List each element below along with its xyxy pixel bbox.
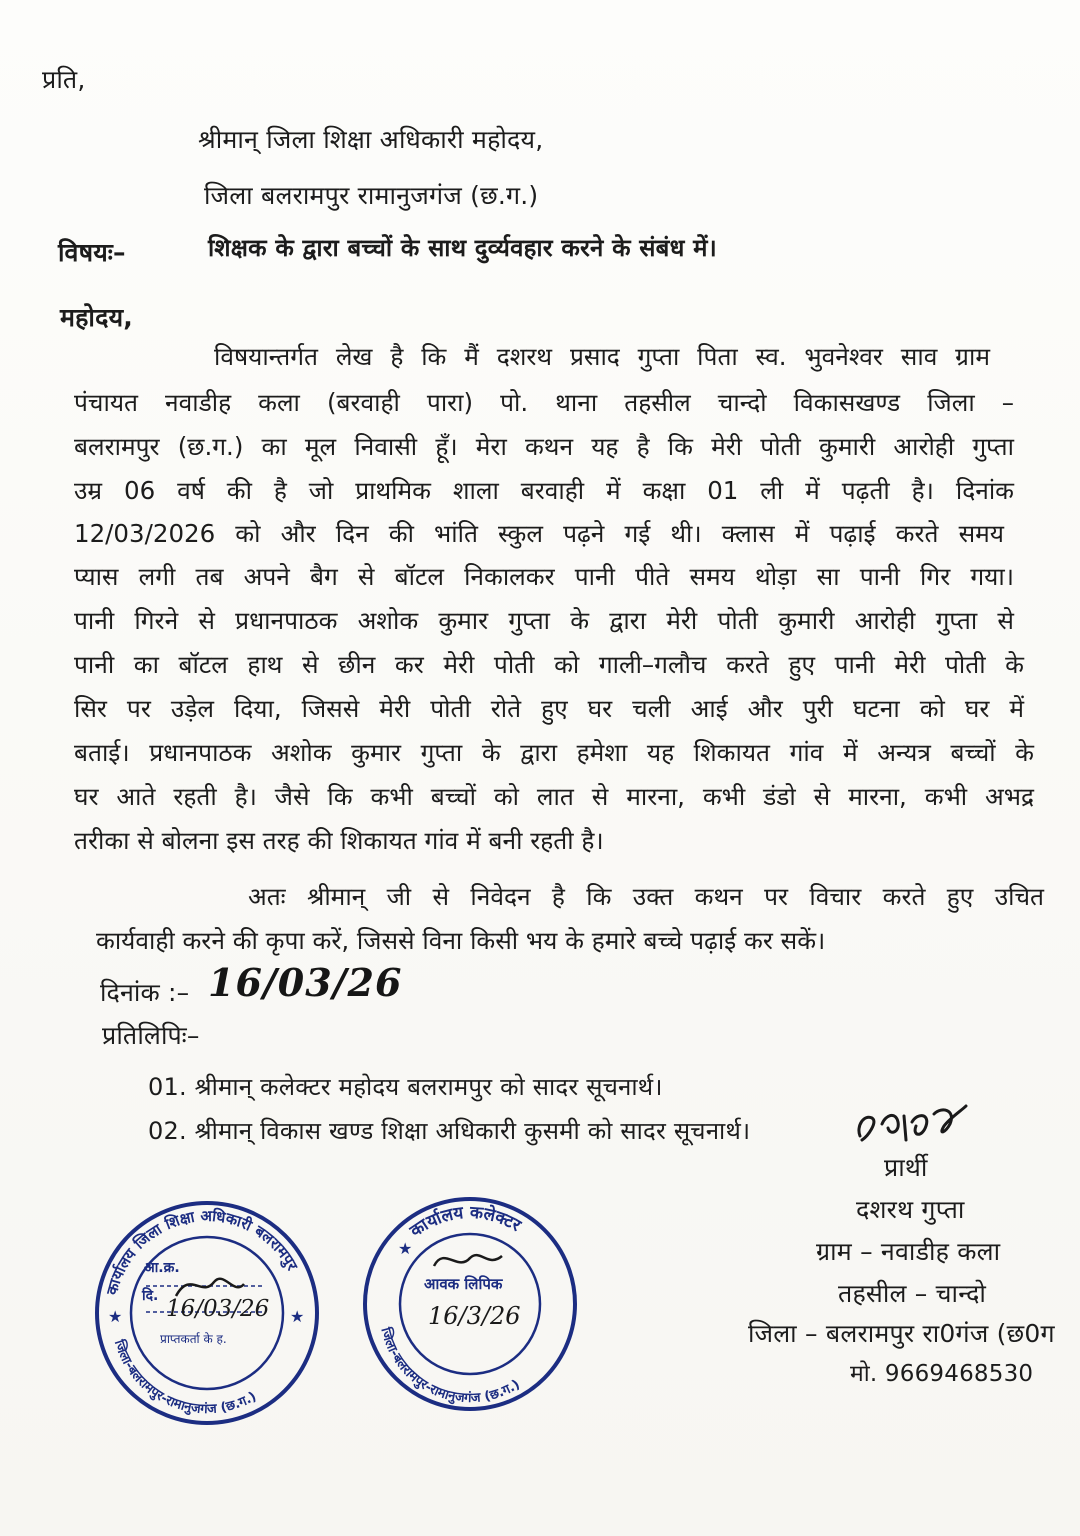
collector-stamp-bottom-text: जिला-बलरामपुर-रामानुजगंज (छ.ग.) xyxy=(377,1325,523,1407)
para1-line-1: विषयान्तर्गत लेख है कि मैं दशरथ प्रसाद गुप्ता पिता स्व. भुवनेश्वर साव ग्राम xyxy=(214,342,990,371)
applicant-role: प्रार्थी xyxy=(884,1153,928,1182)
applicant-tehsil: तहसील – चान्दो xyxy=(838,1279,987,1308)
para1-line-2: पंचायत नवाडीह कला (बरवाही पारा) पो. थाना तहसील चान्दो विकासखण्ड जिला – xyxy=(74,388,1014,417)
deo-stamp-date: 16/03/26 xyxy=(166,1296,270,1322)
para1-line-9: सिर पर उड़ेल दिया, जिससे मेरी पोती रोते हुए घर चली आई और पुरी घटना को घर में xyxy=(74,694,1024,723)
applicant-mobile: मो. 9669468530 xyxy=(850,1361,1034,1387)
para1-line-11: घर आते रहती है। जैसे कि कभी बच्चों को लात से मारना, कभी डंडो से मारना, कभी अभद्र xyxy=(74,782,1034,811)
copy-label: प्रतिलिपिः– xyxy=(102,1021,200,1050)
deo-stamp-ring-text: कार्यालय जिला शिक्षा अधिकारी बलरामपुर xyxy=(102,1206,302,1297)
para2-line-1: अतः श्रीमान् जी से निवेदन है कि उक्त कथन पर विचार करते हुए उचित xyxy=(248,882,1044,911)
para1-line-5: 12/03/2026 को और दिन की भांति स्कुल पढ़ने गई थी। क्लास में पढ़ाई करते समय xyxy=(74,519,1004,548)
para1-line-8: पानी का बॉटल हाथ से छीन कर मेरी पोती को गाली–गलौच करते हुए पानी मेरी पोती के xyxy=(74,650,1024,679)
para1-line-12: तरीका से बोलना इस तरह की शिकायत गांव में बनी रहती है। xyxy=(74,826,604,855)
svg-text:★: ★ xyxy=(290,1307,305,1326)
deo-stamp-inward-label: आ.क्र. xyxy=(144,1260,180,1276)
deo-stamp-date-label: दि. xyxy=(142,1288,159,1304)
date-label: दिनांक :– xyxy=(100,978,190,1007)
collector-stamp-clerk-label: आवक लिपिक xyxy=(424,1275,503,1293)
subject-label: विषयः– xyxy=(58,238,126,267)
para1-line-10: बताई। प्रधानपाठक अशोक कुमार गुप्ता के द्वारा हमेशा यह शिकायत गांव में अन्यत्र बच्चों के xyxy=(74,738,1034,767)
recipient-line-2: जिला बलरामपुर रामानुजगंज (छ.ग.) xyxy=(204,181,539,210)
applicant-name: दशरथ गुप्ता xyxy=(856,1195,965,1224)
deo-stamp-receiver-label: प्राप्तकर्ता के ह. xyxy=(160,1332,227,1346)
svg-text:★: ★ xyxy=(108,1307,123,1326)
para2-line-2: कार्यवाही करने की कृपा करें, जिससे विना किसी भय के हमारे बच्चे पढ़ाई कर सकें। xyxy=(96,926,826,955)
deo-stamp-bottom-text: जिला-बलरामपुर-रामानुजगंज (छ.ग.) xyxy=(110,1338,260,1418)
salutation: महोदय, xyxy=(60,303,133,332)
subject-text: शिक्षक के द्वारा बच्चों के साथ दुर्व्यवहार करने के संबंध में। xyxy=(208,234,717,262)
deo-office-stamp xyxy=(94,1200,320,1426)
collector-office-stamp xyxy=(362,1196,578,1412)
collector-stamp-ring-text: कार्यालय कलेक्टर xyxy=(406,1202,525,1242)
svg-text:कार्यालय जिला शिक्षा अधिकारी ब xyxy=(103,1207,302,1298)
para1-line-6: प्यास लगी तब अपने बैग से बॉटल निकालकर पानी पीते समय थोड़ा सा पानी गिर गया। xyxy=(74,562,1014,591)
svg-text:★: ★ xyxy=(398,1239,413,1258)
date-value-handwritten: 16/03/26 xyxy=(208,960,403,1005)
collector-stamp-date: 16/3/26 xyxy=(428,1302,521,1330)
copy-item-1: 01. श्रीमान् कलेक्टर महोदय बलरामपुर को सादर सूचनार्थ। xyxy=(148,1073,663,1101)
para1-line-3: बलरामपुर (छ.ग.) का मूल निवासी हूँ। मेरा कथन यह है कि मेरी पोती कुमारी आरोही गुप्ता xyxy=(74,432,1014,461)
applicant-village: ग्राम – नवाडीह कला xyxy=(816,1237,1001,1266)
para1-line-7: पानी गिरने से प्रधानपाठक अशोक कुमार गुप्ता के द्वारा मेरी पोती कुमारी आरोही गुप्ता से xyxy=(74,606,1014,635)
applicant-district: जिला – बलरामपुर रा0गंज (छ0ग xyxy=(748,1319,1055,1348)
applicant-signature xyxy=(852,1096,972,1154)
prati-label: प्रति, xyxy=(42,65,86,94)
svg-text:जिला-बलरामपुर-रामानुजगंज (छ.ग. xyxy=(111,1337,260,1417)
para1-line-4: उम्र 06 वर्ष की है जो प्राथमिक शाला बरवाही में कक्षा 01 ली में पढ़ती है। दिनांक xyxy=(74,476,1014,505)
copy-item-2: 02. श्रीमान् विकास खण्ड शिक्षा अधिकारी कुसमी को सादर सूचनार्थ। xyxy=(148,1117,751,1145)
recipient-line-1: श्रीमान् जिला शिक्षा अधिकारी महोदय, xyxy=(198,125,544,154)
